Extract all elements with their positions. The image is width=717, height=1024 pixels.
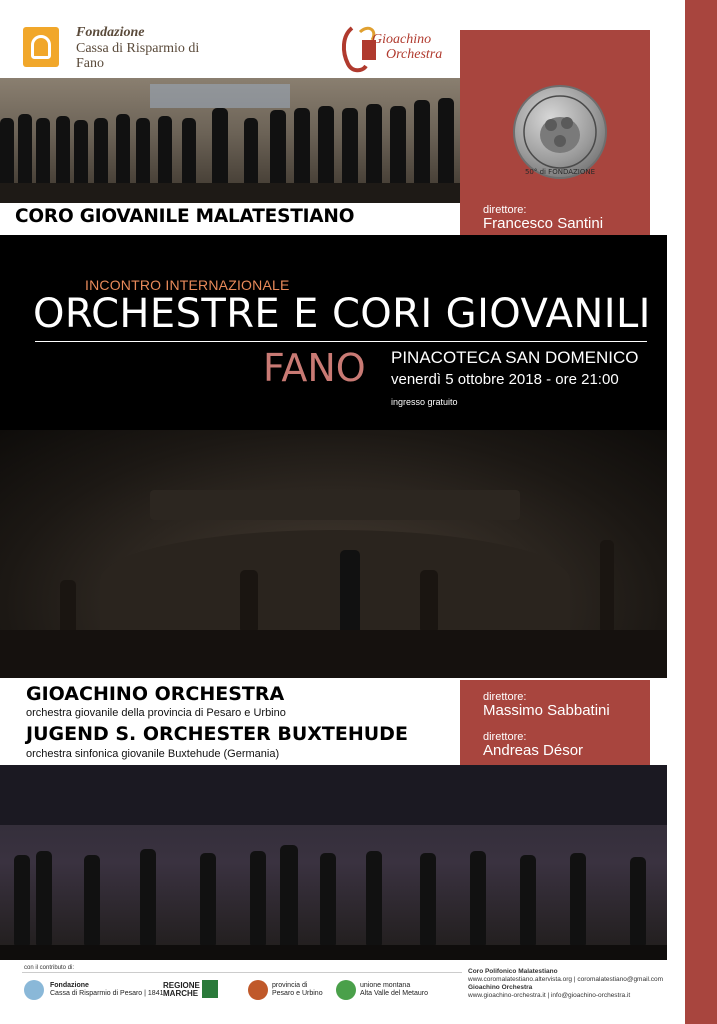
- sponsor-fondazione-pesaro: [50, 982, 163, 998]
- gioachino-logo-line2: Orchestra: [386, 47, 443, 62]
- contrib-label: con il contributo di:: [24, 965, 75, 971]
- sponsor-line1: Fondazione: [50, 982, 89, 989]
- jugend-orchestra-photo: [0, 765, 667, 960]
- sponsor-line1: REGIONE: [163, 981, 200, 990]
- coro-director-name: Francesco Santini: [483, 215, 604, 232]
- sponsor-line2: Alta Valle del Metauro: [360, 990, 428, 997]
- gioachino-director-label: direttore:: [483, 691, 527, 703]
- gioachino-title: GIOACHINO ORCHESTRA: [26, 683, 285, 705]
- medal-caption: 50° di FONDAZIONE: [524, 168, 596, 176]
- gioachino-director-name: Massimo Sabbatini: [483, 702, 610, 719]
- medal-figures-icon: [515, 87, 605, 177]
- sponsor-unione-montana: [360, 982, 428, 998]
- fondazione-pesaro-icon: [24, 980, 44, 1000]
- gioachino-logo-text: [372, 32, 442, 62]
- event-venue: PINACOTECA SAN DOMENICO: [391, 348, 639, 367]
- sponsor-line2: Pesaro e Urbino: [272, 990, 323, 997]
- event-title: ORCHESTRE E CORI GIOVANILI: [33, 291, 651, 337]
- info-name: Coro Polifonico Malatestiano: [468, 968, 558, 975]
- event-divider: [35, 341, 647, 342]
- regione-marche-icon: [202, 980, 218, 998]
- sponsor-line1: unione montana: [360, 982, 411, 989]
- fondazione-subname: Cassa di Risparmio di Fano: [76, 41, 200, 71]
- side-color-band: [685, 0, 717, 1024]
- sponsor-provincia: [272, 982, 323, 998]
- gioachino-subtitle: orchestra giovanile della provincia di Pesaro e Urbino: [26, 707, 286, 719]
- unione-montana-icon: [336, 980, 356, 1000]
- gioachino-logo-line1: Gioachino: [372, 32, 432, 47]
- sponsor-line2: Cassa di Risparmio di Pesaro | 1841: [50, 990, 164, 997]
- provincia-icon: [248, 980, 268, 1000]
- coro-director-label: direttore:: [483, 204, 527, 216]
- jugend-subtitle: orchestra sinfonica giovanile Buxtehude (Germania): [26, 748, 280, 760]
- info-contact: www.gioachino-orchestra.it | info@gioachino-orchestra.it: [468, 992, 631, 999]
- sponsor-line1: provincia di: [272, 982, 308, 989]
- choir-photo: [0, 78, 460, 203]
- jugend-director-label: direttore:: [483, 731, 527, 743]
- jugend-title: JUGEND S. ORCHESTER BUXTEHUDE: [26, 723, 408, 745]
- anniversary-medal-icon: [513, 85, 607, 179]
- orchestra-photo: [0, 430, 667, 678]
- fondazione-name: Fondazione: [76, 25, 145, 40]
- info-contact: www.coromalatestiano.altervista.org | coromalatestiano@gmail.com: [468, 976, 664, 983]
- footer-divider: [22, 972, 462, 973]
- fondazione-logo-mark: [31, 35, 51, 59]
- contact-info: [468, 968, 683, 1000]
- coro-title: CORO GIOVANILE MALATESTIANO: [15, 206, 355, 227]
- jugend-director-name: Andreas Désor: [483, 742, 584, 759]
- event-date: venerdì 5 ottobre 2018 - ore 21:00: [391, 371, 619, 388]
- info-name: Gioachino Orchestra: [468, 984, 533, 991]
- event-entry: ingresso gratuito: [391, 397, 458, 407]
- event-city: FANO: [263, 346, 366, 390]
- event-subtitle: INCONTRO INTERNAZIONALE: [85, 277, 290, 293]
- sponsor-line2: MARCHE: [163, 989, 199, 998]
- sponsor-regione-marche: [163, 982, 200, 998]
